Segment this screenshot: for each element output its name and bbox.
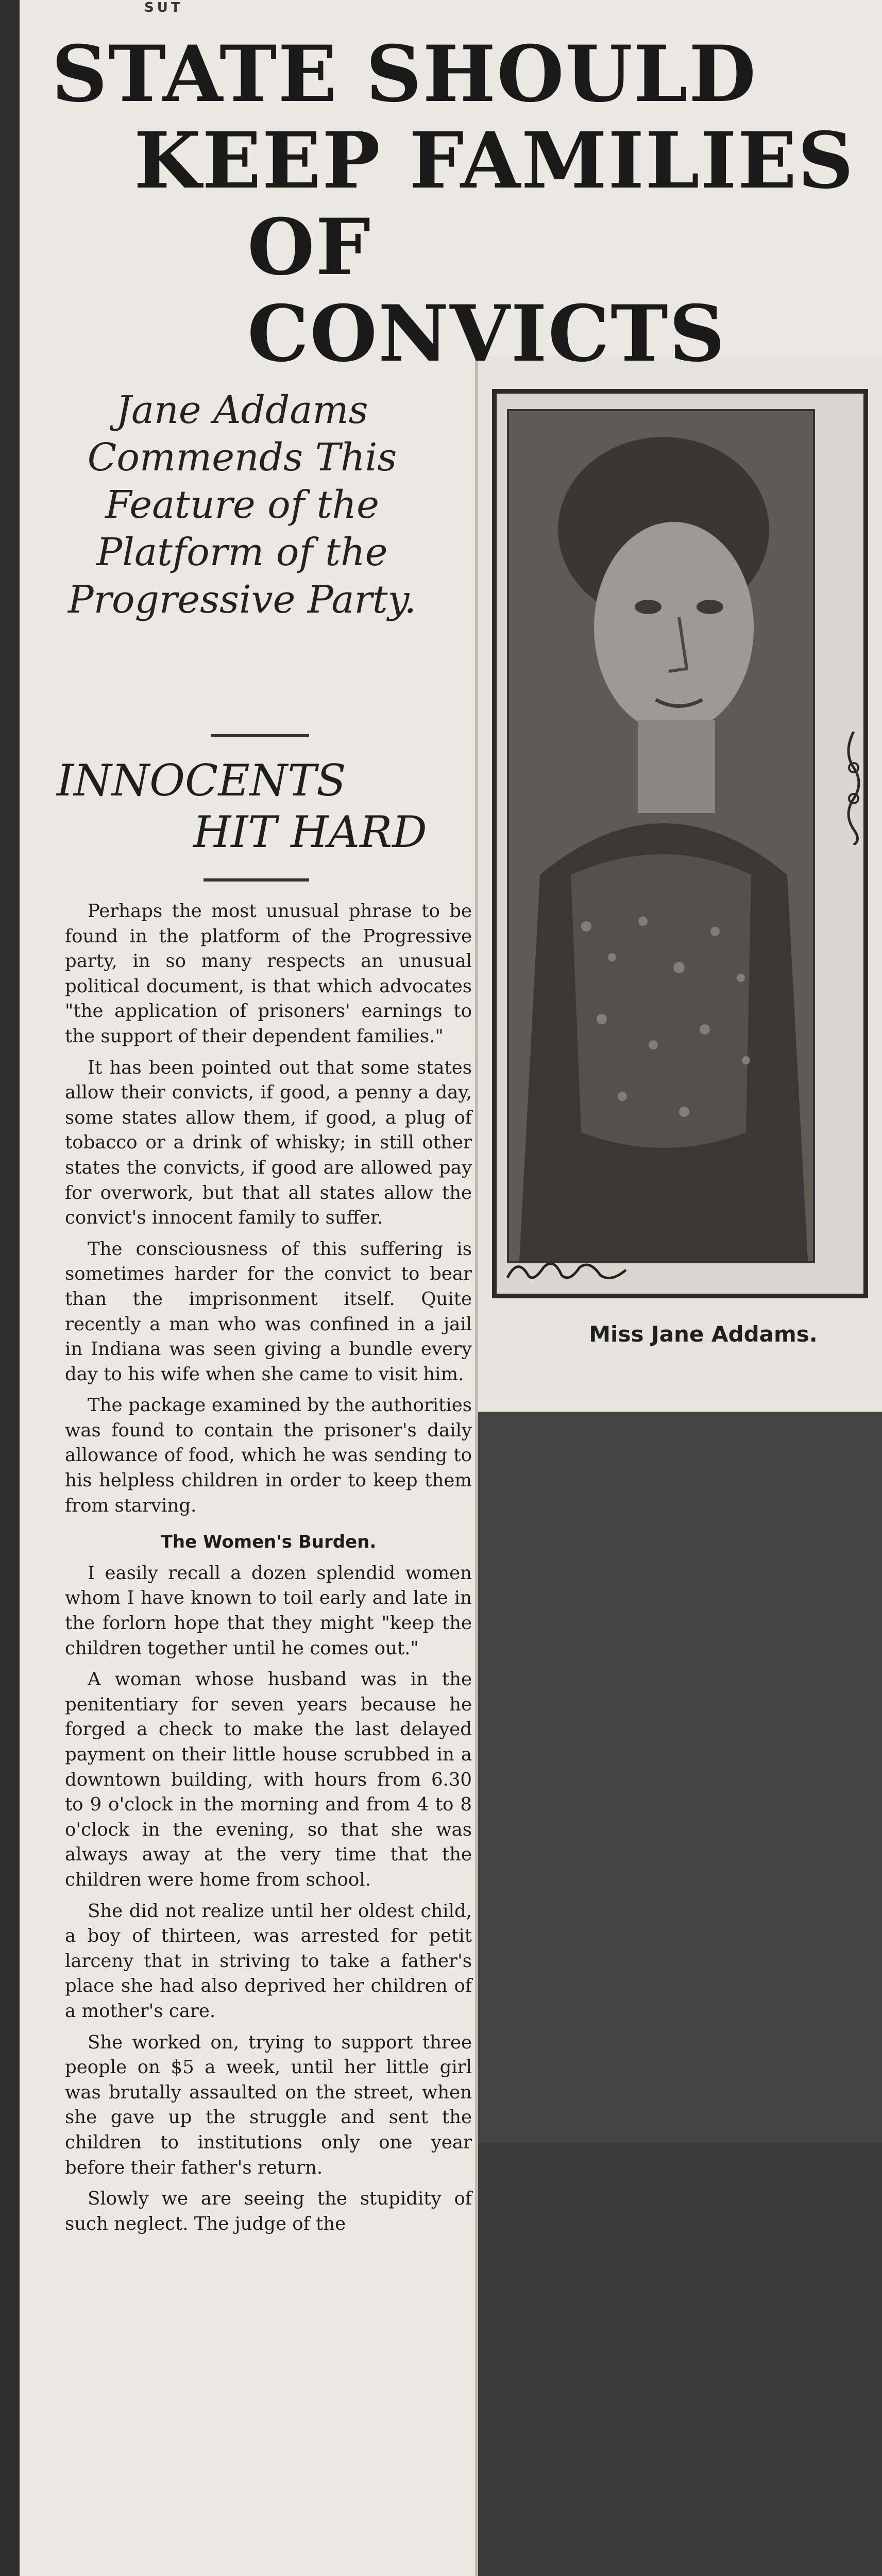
article-paragraph: Slowly we are seeing the stupidity of such neglect. The judge of the (65, 2188, 472, 2234)
torn-top-text: SUT (144, 0, 183, 15)
article-paragraph: A woman whose husband was in the penitentiary for seven years because he forged a check to make the last delayed payment on their little house scrubbed in a downtown building, with hours from 6.30 to 9 o'clock in the morning and from 4 to 8 o'clock in the evening, so that she was always away at the very time that the children were home from school. (65, 1669, 472, 1890)
dark-background-panel-lower (478, 2143, 882, 2576)
dark-background-panel (478, 1412, 882, 2143)
subheadline-line-1: INNOCENTS (57, 755, 346, 806)
portrait-frame (492, 389, 868, 1298)
subheadline (57, 755, 469, 858)
photographer-signature (502, 1252, 636, 1288)
subheadline-rule (203, 878, 309, 882)
article-body (65, 899, 472, 2243)
subheadline-line-2: HIT HARD (193, 807, 427, 857)
section-heading: The Women's Burden. (160, 1532, 377, 1553)
headline-line-2: KEEP FAMILIES (134, 115, 855, 206)
headline-line-1: STATE SHOULD (52, 29, 757, 120)
headline (36, 31, 876, 377)
article-paragraph: I easily recall a dozen splendid women whom I have known to toil early and late in the forlorn hope that they might "keep the children together until he comes out." (65, 1562, 472, 1659)
article-paragraph: The consciousness of this suffering is sometimes harder for the convict to bear than the imprisonment itself. Quite recently a man who was confined in a jail in Indiana was seen giving a bundle every day to his wife when she came to visit him. (65, 1238, 472, 1385)
deck-headline: Jane Addams Commends This Feature of the Platform of the Progressive Party. (67, 388, 417, 622)
photo-caption: Miss Jane Addams. (589, 1321, 818, 1347)
article-paragraph: The package examined by the authorities was found to contain the prisoner's daily allowance of food, which he was sending to his helpless children in order to keep them from starving. (65, 1395, 472, 1516)
deck-rule (211, 734, 309, 737)
scan-left-edge (0, 0, 20, 2576)
decorative-scroll-ornament (841, 732, 867, 845)
portrait-illustration (509, 411, 813, 1261)
article-paragraph: Perhaps the most unusual phrase to be found in the platform of the Progressive party, in so many respects an unusual political document, is that which advocates "the application of prisoners' earnings to the support of their dependent families." (65, 901, 472, 1047)
column-divider (475, 355, 478, 2576)
article-paragraph: She worked on, trying to support three people on $5 a week, until her little girl was brutally assaulted on the street, when she gave up the struggle and sent the children to institutions only one year before their father's return. (65, 2031, 472, 2178)
article-paragraph: She did not realize until her oldest child, a boy of thirteen, was arrested for petit larceny that in striving to take a father's place she had also deprived her children of a mother's care. (65, 1900, 472, 2022)
headline-line-3: OF CONVICTS (247, 202, 726, 379)
portrait-photo (507, 409, 815, 1263)
article-paragraph: It has been pointed out that some states allow their convicts, if good, a penny a day, some states allow them, if good, a plug of tobacco or a drink of whisky; in still other states the convicts, if good are allowed pay for overwork, but that all states allow the convict's innocent family to suffer. (65, 1057, 472, 1229)
